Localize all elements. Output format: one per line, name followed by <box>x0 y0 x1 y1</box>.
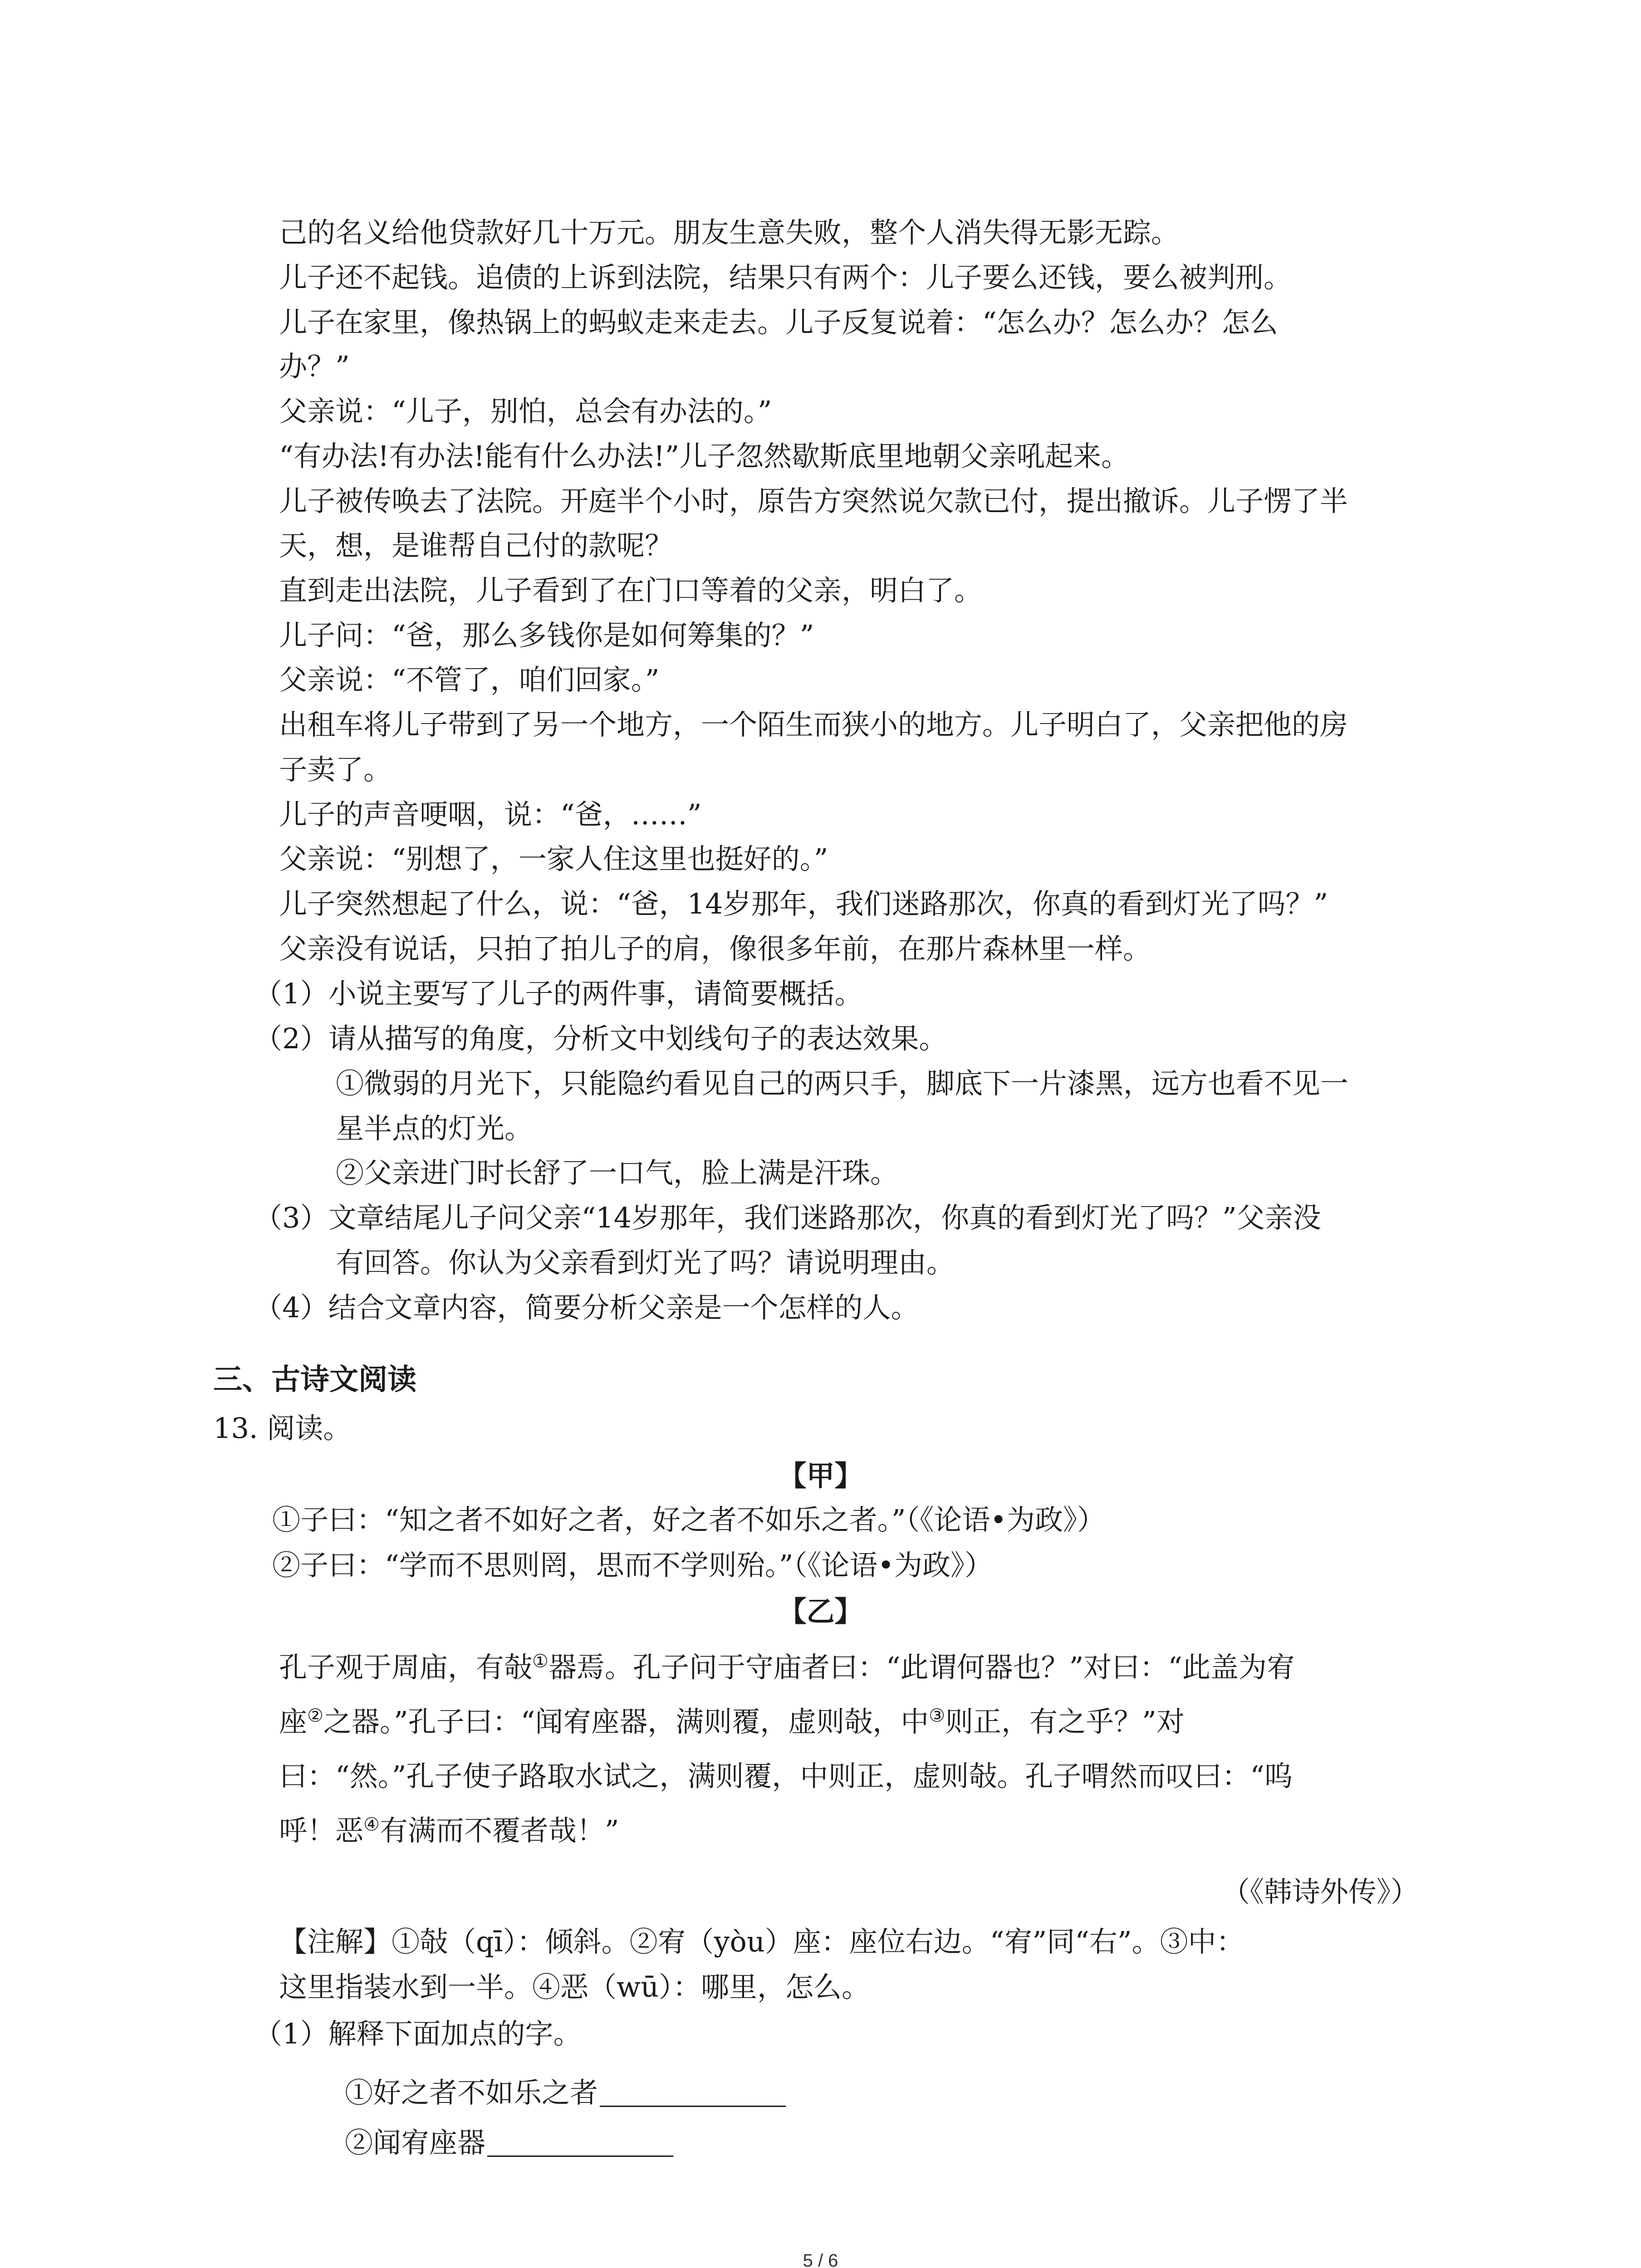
story-line: 父亲说：“不管了，咱们回家。” <box>279 663 660 696</box>
notes-line: 【注解】①敧（qī）：倾斜。②宥（yòu）座：座位右边。“宥”同“右”。③中： <box>279 1925 1244 1958</box>
yi-text: 孔子观于周庙，有敧 <box>279 1651 533 1684</box>
question-item: ①微弱的月光下，只能隐约看见自己的两只手，脚底下一片漆黑，远方也看不见一 <box>336 1067 1349 1100</box>
yi-line <box>279 1651 1295 1684</box>
story-line: 儿子在家里，像热锅上的蚂蚁走来走去。儿子反复说着：“怎么办？怎么办？怎么 <box>279 306 1278 339</box>
story-line: 儿子被传唤去了法院。开庭半个小时，原告方突然说欠款已付，提出撤诉。儿子愣了半 <box>279 484 1348 518</box>
footnote-marker: ④ <box>363 1814 380 1835</box>
footnote-marker: ① <box>532 1651 549 1672</box>
story-line: 办？” <box>279 350 350 383</box>
yi-title: 【乙】 <box>778 1595 863 1628</box>
fill-item <box>345 2127 673 2157</box>
story-line: 出租车将儿子带到了另一个地方，一个陌生而狭小的地方。儿子明白了，父亲把他的房 <box>279 708 1348 741</box>
source-citation: （《韩诗外传》） <box>1221 1875 1419 1908</box>
story-line: 父亲说：“别想了，一家人住这里也挺好的。” <box>279 842 828 875</box>
fill-prompt: ①好之者不如乐之者 <box>345 2076 598 2109</box>
yi-text: 则正，有之乎？”对 <box>945 1705 1185 1738</box>
question-item: （3）文章结尾儿子问父亲“14岁那年，我们迷路那次，你真的看到灯光了吗？”父亲没 <box>254 1201 1321 1234</box>
story-line: 儿子的声音哽咽，说：“爸，……” <box>279 798 702 831</box>
question-item: （2）请从描写的角度，分析文中划线句子的表达效果。 <box>254 1022 947 1055</box>
page-number: 5 / 6 <box>803 2251 838 2268</box>
sub-question: （1）解释下面加点的字。 <box>254 2017 582 2050</box>
story-line: 儿子还不起钱。追债的上诉到法院，结果只有两个：儿子要么还钱，要么被判刑。 <box>279 261 1292 294</box>
question-item: （1）小说主要写了儿子的两件事，请简要概括。 <box>254 977 863 1010</box>
yi-text: 座 <box>279 1705 308 1738</box>
story-line: 子卖了。 <box>279 753 392 786</box>
yi-line <box>279 1814 619 1847</box>
section-heading: 三、古诗文阅读 <box>213 1363 416 1397</box>
jia-line: ②子曰：“学而不思则罔，思而不学则殆。”（《论语•为政》） <box>272 1549 993 1582</box>
story-line: “有办法!有办法!能有什么办法!”儿子忽然歇斯底里地朝父亲吼起来。 <box>279 440 1130 473</box>
story-line: 父亲说：“儿子，别怕，总会有办法的。” <box>279 395 772 428</box>
yi-line: 曰：“然。”孔子使子路取水试之，满则覆，中则正，虚则敧。孔子喟然而叹曰：“呜 <box>279 1760 1293 1793</box>
notes-line: 这里指装水到一半。④恶（wū）：哪里，怎么。 <box>279 1970 870 2004</box>
story-line: 天，想，是谁帮自己付的款呢？ <box>279 529 673 562</box>
fill-item <box>345 2077 786 2107</box>
yi-text: 有满而不覆者哉！” <box>379 1814 619 1847</box>
answer-blank[interactable] <box>600 2077 786 2107</box>
jia-title: 【甲】 <box>778 1459 863 1492</box>
story-line: 儿子突然想起了什么，说：“爸，14岁那年，我们迷路那次，你真的看到灯光了吗？” <box>279 887 1328 920</box>
fill-prompt: ②闻宥座器 <box>345 2126 486 2159</box>
yi-text: 器焉。孔子问于守庙者曰：“此谓何器也？”对曰：“此盖为宥 <box>548 1651 1295 1684</box>
question-item: 有回答。你认为父亲看到灯光了吗？请说明理由。 <box>336 1246 955 1279</box>
story-line: 父亲没有说话，只拍了拍儿子的肩，像很多年前，在那片森林里一样。 <box>279 932 1151 965</box>
story-line: 儿子问：“爸，那么多钱你是如何筹集的？” <box>279 619 814 652</box>
yi-text: 呼！恶 <box>279 1814 364 1847</box>
footnote-marker: ② <box>307 1705 323 1726</box>
yi-text: 之器。”孔子曰：“闻宥座器，满则覆，虚则敧，中 <box>323 1705 929 1738</box>
question-item: 星半点的灯光。 <box>336 1112 533 1145</box>
footnote-marker: ③ <box>929 1705 945 1726</box>
answer-blank[interactable] <box>487 2127 673 2157</box>
story-line: 己的名义给他贷款好几十万元。朋友生意失败，整个人消失得无影无踪。 <box>279 216 1180 249</box>
question-13-label: 13. 阅读。 <box>213 1412 352 1445</box>
jia-line: ①子曰：“知之者不如好之者，好之者不如乐之者。”（《论语•为政》） <box>272 1503 1105 1536</box>
question-item: ②父亲进门时长舒了一口气，脸上满是汗珠。 <box>336 1156 899 1189</box>
question-item: （4）结合文章内容，简要分析父亲是一个怎样的人。 <box>254 1291 919 1324</box>
yi-line <box>279 1705 1185 1738</box>
story-line: 直到走出法院，儿子看到了在门口等着的父亲，明白了。 <box>279 574 983 607</box>
